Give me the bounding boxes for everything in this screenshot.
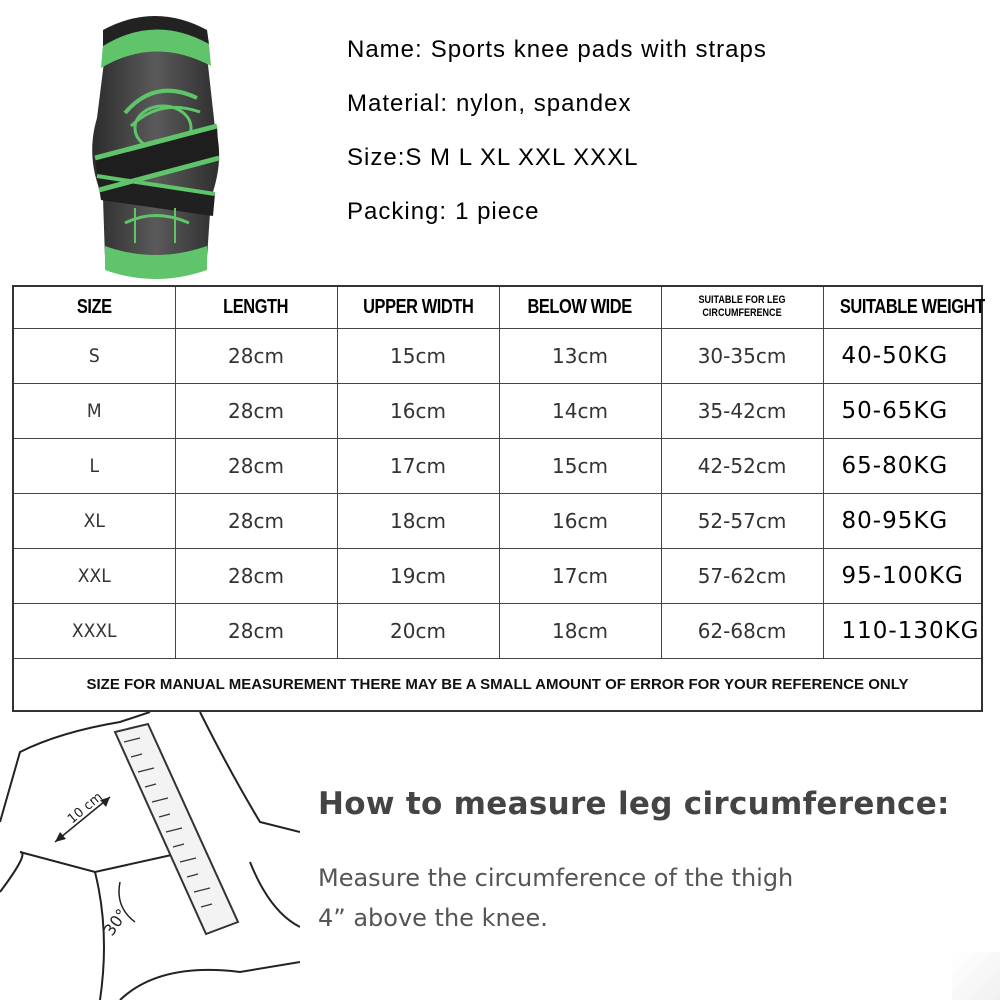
size-cell: S: [13, 328, 175, 383]
size-cell: L: [13, 438, 175, 493]
table-row: [13, 383, 982, 438]
table-row: [13, 548, 982, 603]
leg-circumference-cell: 30-35cm: [661, 328, 823, 383]
below-wide-cell: 18cm: [499, 603, 661, 658]
header-below-wide: BELOW WIDE: [499, 286, 661, 328]
knee-pad-image: [85, 8, 225, 280]
upper-width-cell: 18cm: [337, 493, 499, 548]
below-wide-cell: 16cm: [499, 493, 661, 548]
table-note-row: [13, 658, 982, 711]
header-suitable-weight: SUITABLE WEIGHT: [823, 286, 982, 328]
weight-cell: 80-95KG: [823, 493, 982, 548]
spec-value: 1 piece: [455, 198, 540, 225]
spec-value: nylon, spandex: [456, 90, 632, 117]
length-cell: 28cm: [175, 548, 337, 603]
upper-width-cell: 16cm: [337, 383, 499, 438]
spec-packing: [347, 196, 907, 250]
measurement-note: SIZE FOR MANUAL MEASUREMENT THERE MAY BE A SMALL AMOUNT OF ERROR FOR YOUR REFERENCE ONLY: [13, 658, 982, 711]
below-wide-cell: 14cm: [499, 383, 661, 438]
spec-label: Size:: [347, 144, 406, 171]
length-cell: 28cm: [175, 383, 337, 438]
corner-shade: [952, 952, 1000, 1000]
upper-width-cell: 20cm: [337, 603, 499, 658]
below-wide-cell: 17cm: [499, 548, 661, 603]
leg-measure-diagram: [0, 712, 300, 1000]
weight-cell: 95-100KG: [823, 548, 982, 603]
table-row: [13, 493, 982, 548]
leg-circumference-cell: 42-52cm: [661, 438, 823, 493]
size-cell: XXXL: [13, 603, 175, 658]
header-upper-width: UPPER WIDTH: [337, 286, 499, 328]
size-cell: XXL: [13, 548, 175, 603]
measure-description: Measure the circumference of the thigh 4” above the knee.: [318, 864, 794, 932]
upper-width-cell: 17cm: [337, 438, 499, 493]
product-specs: [347, 34, 907, 250]
weight-cell: 65-80KG: [823, 438, 982, 493]
table-row: [13, 603, 982, 658]
length-cell: 28cm: [175, 603, 337, 658]
header-leg-circumference: SUITABLE FOR LEG CIRCUMFERENCE: [661, 286, 823, 328]
spec-label: Packing:: [347, 198, 448, 225]
length-cell: 28cm: [175, 493, 337, 548]
weight-cell: 40-50KG: [823, 328, 982, 383]
below-wide-cell: 15cm: [499, 438, 661, 493]
table-header-row: [13, 286, 982, 328]
spec-value: Sports knee pads with straps: [430, 36, 767, 63]
header-size: SIZE: [13, 286, 175, 328]
leg-circumference-cell: 57-62cm: [661, 548, 823, 603]
leg-circumference-cell: 62-68cm: [661, 603, 823, 658]
angle-label: 30°: [99, 905, 132, 940]
size-chart-table: [12, 285, 983, 712]
leg-circumference-cell: 35-42cm: [661, 383, 823, 438]
length-cell: 28cm: [175, 328, 337, 383]
upper-width-cell: 15cm: [337, 328, 499, 383]
size-cell: XL: [13, 493, 175, 548]
distance-label: 10 cm: [64, 789, 106, 828]
size-cell: M: [13, 383, 175, 438]
length-cell: 28cm: [175, 438, 337, 493]
spec-material: [347, 88, 907, 142]
table-row: [13, 438, 982, 493]
spec-label: Material:: [347, 90, 449, 117]
upper-width-cell: 19cm: [337, 548, 499, 603]
measure-title: How to measure leg circumference:: [318, 786, 950, 822]
weight-cell: 110-130KG: [823, 603, 982, 658]
spec-value: S M L XL XXL XXXL: [405, 144, 639, 171]
leg-circumference-cell: 52-57cm: [661, 493, 823, 548]
weight-cell: 50-65KG: [823, 383, 982, 438]
table-row: [13, 328, 982, 383]
below-wide-cell: 13cm: [499, 328, 661, 383]
spec-label: Name:: [347, 36, 423, 63]
header-length: LENGTH: [175, 286, 337, 328]
spec-name: [347, 34, 907, 88]
spec-size: [347, 142, 907, 196]
